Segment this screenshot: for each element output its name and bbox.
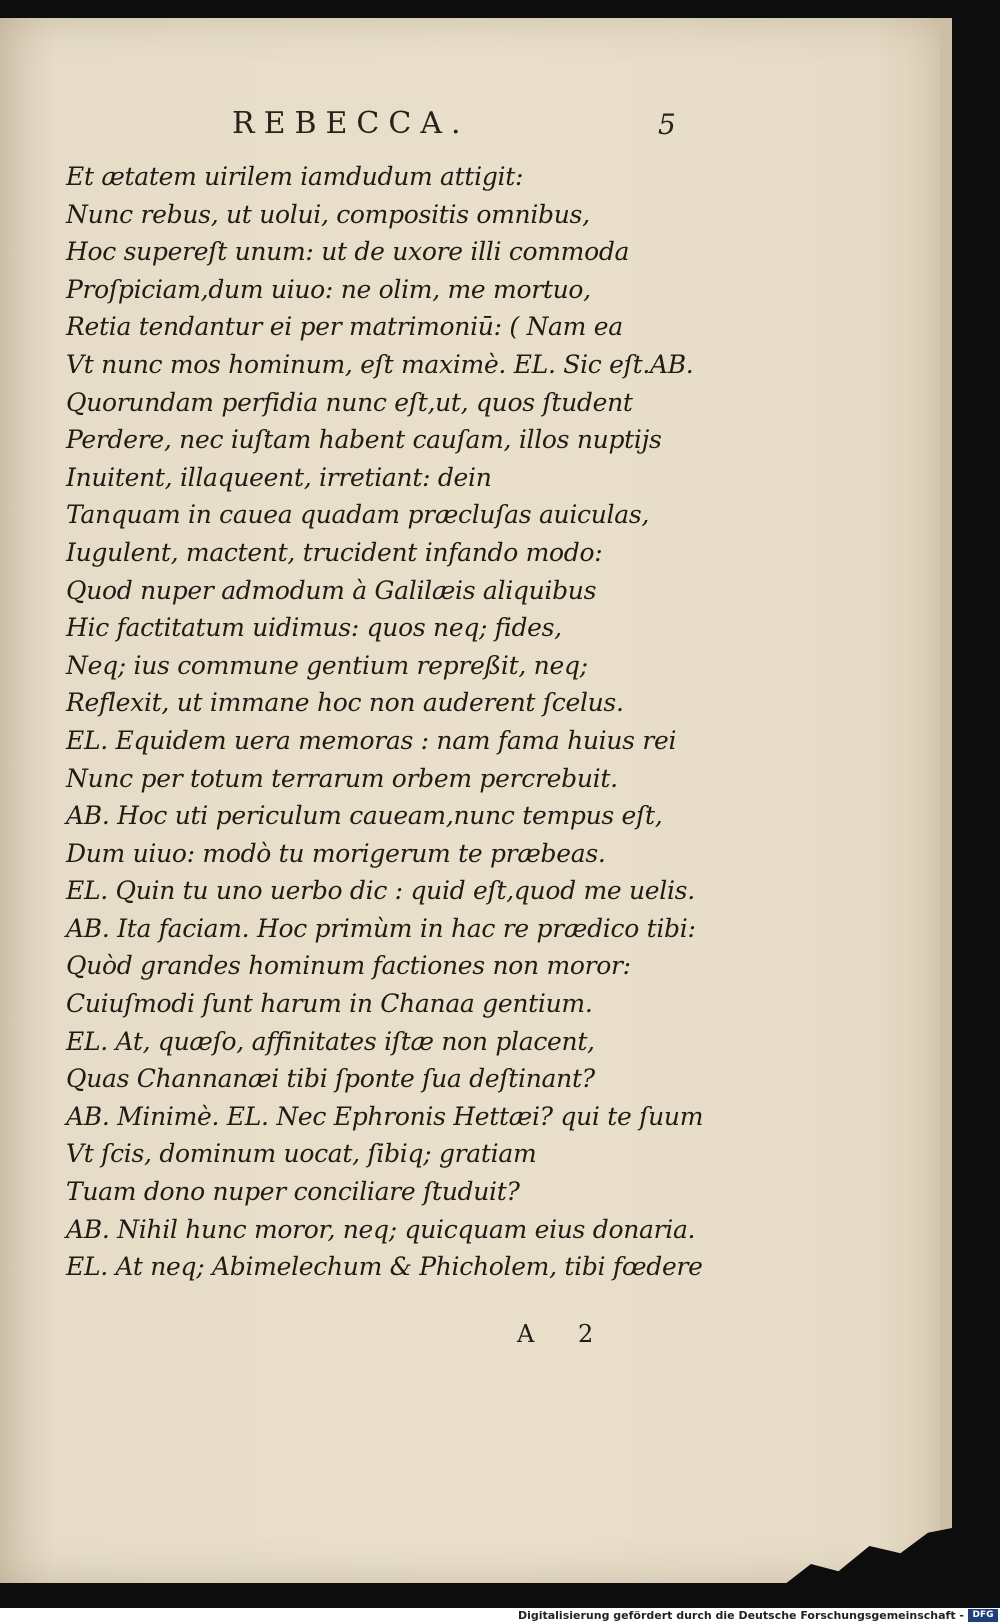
verse-line: Nunc per totum terrarum orbem percrebuit. — [66, 763, 618, 793]
footer-bar — [0, 1608, 1000, 1624]
verse-line: Cuiuſmodi ſunt harum in Chanaa gentium. — [66, 989, 593, 1019]
verse-line: EL. At neq; Abimelechum & Phicholem, tibi fœdere — [66, 1252, 703, 1282]
verse-line: Vt nunc mos hominum, eſt maximè. EL. Sic eſt.AB. — [66, 349, 694, 379]
verse-line: Tuam dono nuper conciliare ſtuduit? — [66, 1177, 520, 1207]
signature-mark: A 2 — [517, 1320, 612, 1348]
verse-line: Proſpiciam,dum uiuo: ne olim, me mortuo, — [66, 274, 591, 304]
footer-credit: Digitalisierung gefördert durch die Deutsche Forschungsgemeinschaft - — [517, 1609, 964, 1622]
verse-line: AB. Minimè. EL. Nec Ephronis Hettæi? qui te ſuum — [66, 1101, 704, 1131]
verse-line: AB. Ita faciam. Hoc primùm in hac re prædico tibi: — [66, 913, 696, 943]
verse-line: AB. Hoc uti periculum caueam,nunc tempus eſt, — [66, 801, 663, 831]
verse-text-block — [66, 158, 706, 1286]
verse-line: Inuitent, illaqueent, irretiant: dein — [66, 462, 492, 492]
verse-line: Quas Channanæi tibi ſponte ſua deſtinant? — [66, 1064, 595, 1094]
verse-line: Quod nuper admodum à Galilæis aliquibus — [66, 575, 597, 605]
dfg-logo-icon: DFG — [968, 1609, 998, 1622]
verse-line: Quòd grandes hominum factiones non moror: — [66, 951, 631, 981]
verse-line: Vt ſcis, dominum uocat, ſibiq; gratiam — [66, 1139, 537, 1169]
running-head — [0, 106, 952, 146]
verse-line: EL. At, quæſo, affinitates iſtæ non placent, — [66, 1026, 595, 1056]
verse-line: EL. Quin tu uno uerbo dic : quid eſt,quod me uelis. — [66, 876, 695, 906]
verse-line: Quorundam perfidia nunc eſt,ut, quos ſtudent — [66, 387, 633, 417]
verse-line: Dum uiuo: modò tu morigerum te præbeas. — [66, 838, 606, 868]
verse-line: Hic factitatum uidimus: quos neq; fides, — [66, 613, 562, 643]
page-number: 5 — [658, 108, 676, 141]
running-head-title: REBECCA. — [232, 106, 470, 141]
verse-line: Neq; ius commune gentium repreßit, neq; — [66, 650, 588, 680]
verse-line: Reflexit, ut immane hoc non auderent ſcelus. — [66, 688, 624, 718]
page-edge — [940, 18, 952, 1583]
verse-line: Nunc rebus, ut uolui, compositis omnibus, — [66, 199, 590, 229]
verse-line: Iugulent, mactent, trucident infando modo: — [66, 537, 603, 567]
verse-line: AB. Nihil hunc moror, neq; quicquam eius donaria. — [66, 1214, 696, 1244]
verse-line: Hoc supereſt unum: ut de uxore illi commoda — [66, 237, 630, 267]
verse-line: Tanquam in cauea quadam præcluſas auiculas, — [66, 500, 650, 530]
verse-line: Perdere, nec iuſtam habent cauſam, illos nuptijs — [66, 425, 662, 455]
verse-line: EL. Equidem uera memoras : nam fama huius rei — [66, 725, 677, 755]
verse-line: Retia tendantur ei per matrimoniū: ( Nam ea — [66, 312, 623, 342]
verse-line: Et ætatem uirilem iamdudum attigit: — [66, 162, 524, 191]
